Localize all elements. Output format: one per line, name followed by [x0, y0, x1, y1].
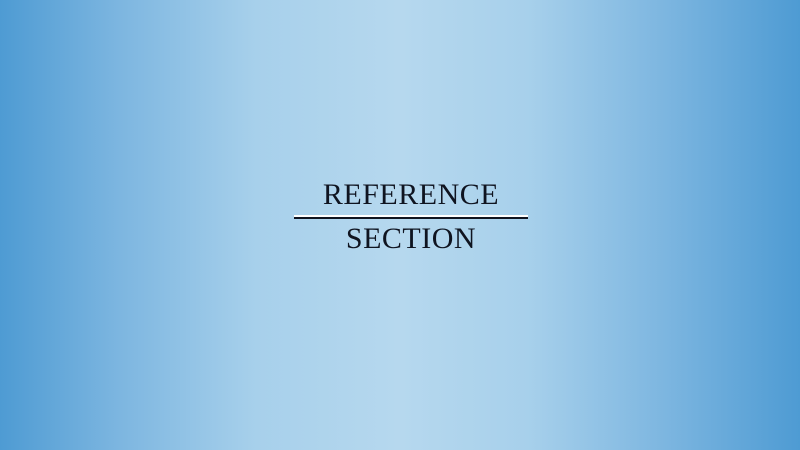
section-title — [294, 176, 528, 257]
title-divider — [294, 215, 528, 219]
title-line-2: SECTION — [345, 222, 477, 255]
title-line-1: REFERENCE — [322, 178, 500, 211]
